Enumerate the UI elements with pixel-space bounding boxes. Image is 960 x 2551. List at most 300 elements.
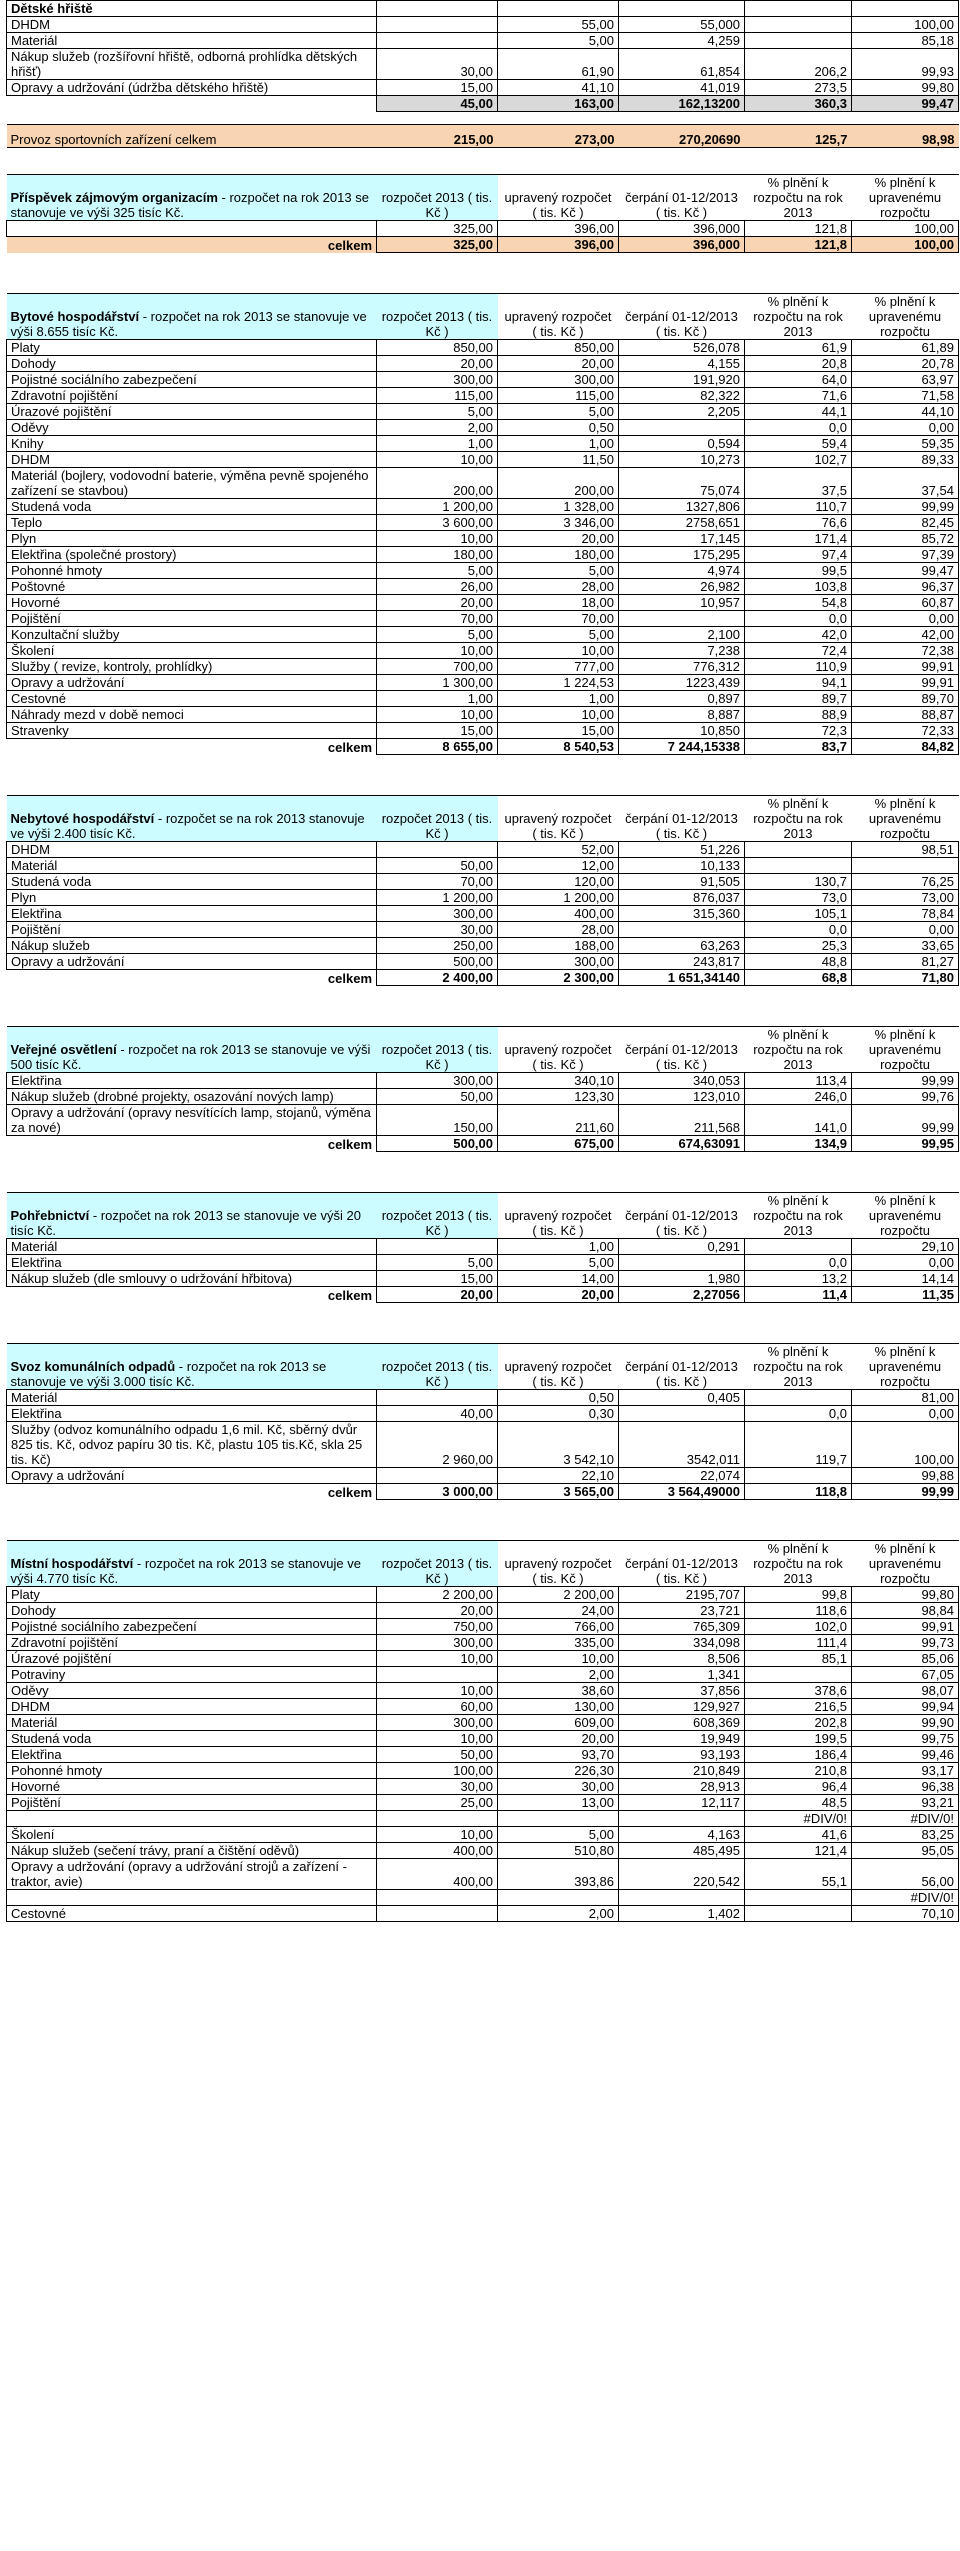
row-value: 59,35	[852, 436, 959, 452]
row-value	[619, 1890, 745, 1906]
row-value: 175,295	[619, 547, 745, 563]
table-row	[7, 874, 959, 890]
row-value: 111,4	[745, 1635, 852, 1651]
column-header: % plnění k upravenému rozpočtu	[852, 1027, 959, 1073]
row-value: 0,30	[498, 1406, 619, 1422]
row-value: 0,00	[852, 922, 959, 938]
row-value: 93,21	[852, 1795, 959, 1811]
row-value	[745, 1890, 852, 1906]
total-value: 675,00	[498, 1136, 619, 1152]
row-value	[498, 1811, 619, 1827]
row-value: 20,00	[377, 595, 498, 611]
row-value	[377, 1906, 498, 1922]
table-row	[7, 691, 959, 707]
row-value: 67,05	[852, 1667, 959, 1683]
row-value: 0,0	[745, 1406, 852, 1422]
row-value: 70,00	[377, 874, 498, 890]
row-label: Dohody	[7, 1603, 377, 1619]
table-row	[7, 842, 959, 858]
total-value: 2 400,00	[377, 970, 498, 986]
row-label: Nákup služeb (dle smlouvy o udržování hřbitova)	[7, 1271, 377, 1287]
row-value: 88,9	[745, 707, 852, 723]
section-title: Místní hospodářství	[10, 1556, 134, 1571]
column-header: čerpání 01-12/2013 ( tis. Kč )	[619, 1193, 745, 1239]
table-row	[7, 1635, 959, 1651]
row-value: 315,360	[619, 906, 745, 922]
row-value: 10,133	[619, 858, 745, 874]
section-title: Svoz komunálních odpadů	[10, 1359, 176, 1374]
row-value: 300,00	[377, 1715, 498, 1731]
table-row: Materiál 5,00 4,259 85,18	[7, 33, 959, 49]
row-label: Zdravotní pojištění	[7, 388, 377, 404]
row-value: 89,33	[852, 452, 959, 468]
row-value: 83,25	[852, 1827, 959, 1843]
column-header: čerpání 01-12/2013 ( tis. Kč )	[619, 1027, 745, 1073]
row-value: 115,00	[498, 388, 619, 404]
table-row	[7, 1073, 959, 1089]
row-value: 15,00	[498, 723, 619, 739]
row-value: 0,0	[745, 611, 852, 627]
table-row	[7, 436, 959, 452]
row-value: 110,7	[745, 499, 852, 515]
row-label: Opravy a udržování	[7, 675, 377, 691]
row-label: Studená voda	[7, 499, 377, 515]
section-header	[7, 1344, 959, 1390]
row-value: 98,07	[852, 1683, 959, 1699]
row-value	[745, 858, 852, 874]
row-value: 85,1	[745, 1651, 852, 1667]
total-value: 99,99	[852, 1484, 959, 1500]
row-value	[619, 922, 745, 938]
section-header: Příspěvek zájmovým organizacím - rozpočet na rok 2013 se stanovuje ve výši 325 tisíc Kč. rozpočet 2013 ( tis. Kč ) upravený rozpočet ( tis. Kč ) čerpání 01-12/2013 ( tis. Kč ) % plnění k rozpočtu na rok 2013 % plnění k upravenému rozpočtu	[7, 175, 959, 221]
row-value: 210,8	[745, 1763, 852, 1779]
row-value: 99,47	[852, 563, 959, 579]
row-value: 0,00	[852, 611, 959, 627]
row-value: 188,00	[498, 938, 619, 954]
total-row	[7, 739, 959, 755]
row-value: 38,60	[498, 1683, 619, 1699]
table-row	[7, 627, 959, 643]
table-row	[7, 1811, 959, 1827]
row-value: 96,4	[745, 1779, 852, 1795]
total-row: celkem 325,00 396,00 396,000 121,8 100,00	[7, 237, 959, 253]
row-value: 1,980	[619, 1271, 745, 1287]
row-label: Opravy a udržování (opravy nesvítících lamp, stojanů, výměna za nové)	[7, 1105, 377, 1136]
table-row	[7, 1827, 959, 1843]
row-value: 28,913	[619, 1779, 745, 1795]
row-value: 85,06	[852, 1651, 959, 1667]
row-value: 2 200,00	[498, 1587, 619, 1603]
prispevek-table	[6, 174, 959, 293]
total-value: 68,8	[745, 970, 852, 986]
row-value	[377, 1468, 498, 1484]
row-value: 10,957	[619, 595, 745, 611]
row-value: 5,00	[498, 1255, 619, 1271]
row-label: Platy	[7, 1587, 377, 1603]
row-value: 103,8	[745, 579, 852, 595]
row-label: Materiál	[7, 1239, 377, 1255]
row-value: 14,14	[852, 1271, 959, 1287]
table-row	[7, 452, 959, 468]
row-label: Plyn	[7, 890, 377, 906]
row-label: Plyn	[7, 531, 377, 547]
row-value: 85,72	[852, 531, 959, 547]
row-label: Materiál	[7, 1390, 377, 1406]
table-row	[7, 707, 959, 723]
table-row	[7, 388, 959, 404]
row-value: 526,078	[619, 340, 745, 356]
row-value: 97,4	[745, 547, 852, 563]
row-value: 1,402	[619, 1906, 745, 1922]
row-label: Pohonné hmoty	[7, 563, 377, 579]
row-value: 340,053	[619, 1073, 745, 1089]
total-value: 71,80	[852, 970, 959, 986]
total-value: 11,4	[745, 1287, 852, 1303]
row-label: Konzultační služby	[7, 627, 377, 643]
row-value: 30,00	[377, 922, 498, 938]
row-value: 1327,806	[619, 499, 745, 515]
table-row	[7, 1731, 959, 1747]
row-value: 1 200,00	[377, 499, 498, 515]
row-value: 99,75	[852, 1731, 959, 1747]
section-title: Pohřebnictví	[10, 1208, 90, 1223]
table-row	[7, 547, 959, 563]
total-value: 3 565,00	[498, 1484, 619, 1500]
row-value: 335,00	[498, 1635, 619, 1651]
row-value: 20,78	[852, 356, 959, 372]
total-value: 8 655,00	[377, 739, 498, 755]
row-value: 91,505	[619, 874, 745, 890]
row-value: 82,322	[619, 388, 745, 404]
row-value: 99,73	[852, 1635, 959, 1651]
row-value: 300,00	[377, 1635, 498, 1651]
column-header: upravený rozpočet ( tis. Kč )	[498, 294, 619, 340]
row-value: 10,00	[377, 643, 498, 659]
row-value: 0,00	[852, 1406, 959, 1422]
row-value: 10,00	[498, 1651, 619, 1667]
row-label: Elektřina	[7, 1406, 377, 1422]
row-label	[7, 1890, 377, 1906]
row-label: Hovorné	[7, 1779, 377, 1795]
row-value: 59,4	[745, 436, 852, 452]
total-value: 1 651,34140	[619, 970, 745, 986]
row-label: Opravy a udržování	[7, 954, 377, 970]
column-header: % plnění k rozpočtu na rok 2013	[745, 1541, 852, 1587]
row-value	[377, 1239, 498, 1255]
row-value	[619, 1811, 745, 1827]
total-value: 99,95	[852, 1136, 959, 1152]
row-value: 99,90	[852, 1715, 959, 1731]
row-value: 99,80	[852, 1587, 959, 1603]
row-value: 99,91	[852, 659, 959, 675]
detske-hriste-table	[6, 0, 959, 174]
row-value: 400,00	[498, 906, 619, 922]
table-row	[7, 595, 959, 611]
row-value: 5,00	[498, 1827, 619, 1843]
row-value: 28,00	[498, 579, 619, 595]
table-row	[7, 579, 959, 595]
row-value: #DIV/0!	[852, 1811, 959, 1827]
row-value	[745, 1667, 852, 1683]
row-value: #DIV/0!	[745, 1811, 852, 1827]
row-value: 141,0	[745, 1105, 852, 1136]
row-value: 60,87	[852, 595, 959, 611]
row-value: 99,99	[852, 1105, 959, 1136]
row-value: 13,00	[498, 1795, 619, 1811]
row-value: 99,46	[852, 1747, 959, 1763]
row-value: 13,2	[745, 1271, 852, 1287]
row-value: 26,00	[377, 579, 498, 595]
row-value: 0,50	[498, 1390, 619, 1406]
row-label: Pohonné hmoty	[7, 1763, 377, 1779]
row-value: 19,949	[619, 1731, 745, 1747]
row-value: 72,38	[852, 643, 959, 659]
total-label: celkem	[327, 970, 372, 986]
row-value: 99,99	[852, 499, 959, 515]
row-label: Pojištění	[7, 922, 377, 938]
row-value: 608,369	[619, 1715, 745, 1731]
row-value: 1,00	[377, 436, 498, 452]
row-value: 123,30	[498, 1089, 619, 1105]
row-value: 110,9	[745, 659, 852, 675]
row-label: Zdravotní pojištění	[7, 1635, 377, 1651]
row-value: 73,00	[852, 890, 959, 906]
row-value: 1,341	[619, 1667, 745, 1683]
column-header: upravený rozpočet ( tis. Kč )	[498, 796, 619, 842]
section-header	[7, 1027, 959, 1073]
row-value: 40,00	[377, 1406, 498, 1422]
row-value: 99,76	[852, 1089, 959, 1105]
row-value: 130,7	[745, 874, 852, 890]
column-header: % plnění k rozpočtu na rok 2013	[745, 1027, 852, 1073]
row-value: 25,3	[745, 938, 852, 954]
row-value: 50,00	[377, 858, 498, 874]
row-value: 0,0	[745, 1255, 852, 1271]
row-value	[745, 842, 852, 858]
column-header: čerpání 01-12/2013 ( tis. Kč )	[619, 796, 745, 842]
row-value: 0,00	[852, 420, 959, 436]
row-value: 216,5	[745, 1699, 852, 1715]
row-value: 0,0	[745, 420, 852, 436]
row-value: 55,1	[745, 1859, 852, 1890]
section-subtitle: - rozpočet na rok 2013 se stanovuje ve výši 500 tisíc Kč.	[10, 1042, 371, 1072]
row-value: 776,312	[619, 659, 745, 675]
row-value: 130,00	[498, 1699, 619, 1715]
row-value: 10,00	[498, 707, 619, 723]
row-value: 3542,011	[619, 1422, 745, 1468]
row-value: 98,84	[852, 1603, 959, 1619]
row-value	[619, 1255, 745, 1271]
table-row	[7, 938, 959, 954]
row-value: 300,00	[377, 372, 498, 388]
row-value: 510,80	[498, 1843, 619, 1859]
row-label: DHDM	[7, 452, 377, 468]
column-header: rozpočet 2013 ( tis. Kč )	[377, 294, 498, 340]
row-value: 2,100	[619, 627, 745, 643]
row-value: 54,8	[745, 595, 852, 611]
row-value: 56,00	[852, 1859, 959, 1890]
row-value: 10,00	[377, 1683, 498, 1699]
table-row	[7, 1683, 959, 1699]
row-label: Pojištění	[7, 611, 377, 627]
row-label: Nákup služeb (drobné projekty, osazování nových lamp)	[7, 1089, 377, 1105]
row-value: 113,4	[745, 1073, 852, 1089]
row-value: 118,6	[745, 1603, 852, 1619]
row-value: 42,00	[852, 627, 959, 643]
column-header: čerpání 01-12/2013 ( tis. Kč )	[619, 294, 745, 340]
row-value: 5,00	[377, 563, 498, 579]
table-row	[7, 922, 959, 938]
row-value: 63,97	[852, 372, 959, 388]
row-value	[619, 611, 745, 627]
total-value: 500,00	[377, 1136, 498, 1152]
row-value: 48,8	[745, 954, 852, 970]
table-row	[7, 1390, 959, 1406]
total-label: celkem	[327, 1287, 372, 1303]
row-label: Služby (odvoz komunálního odpadu 1,6 mil. Kč, sběrný dvůr 825 tis. Kč, odvoz papíru 30 tis. Kč, plastu 105 tis.Kč, skla 25 tis. Kč)	[7, 1422, 377, 1468]
table-row	[7, 643, 959, 659]
row-value: 93,17	[852, 1763, 959, 1779]
total-value: 2 300,00	[498, 970, 619, 986]
row-value	[745, 1390, 852, 1406]
row-value: 2,00	[498, 1906, 619, 1922]
row-value: 72,4	[745, 643, 852, 659]
row-label: Knihy	[7, 436, 377, 452]
total-value: 8 540,53	[498, 739, 619, 755]
table-row	[7, 1859, 959, 1890]
table-row: Opravy a udržování (údržba dětského hřiště) 15,00 41,10 41,019 273,5 99,80	[7, 80, 959, 96]
row-value: 0,594	[619, 436, 745, 452]
row-value: 246,0	[745, 1089, 852, 1105]
table-row	[7, 723, 959, 739]
table-row	[7, 954, 959, 970]
row-value: 119,7	[745, 1422, 852, 1468]
total-row	[7, 970, 959, 986]
row-value	[745, 1239, 852, 1255]
table-row	[7, 468, 959, 499]
row-value: 15,00	[377, 723, 498, 739]
row-value: 93,193	[619, 1747, 745, 1763]
row-value: 10,00	[377, 1731, 498, 1747]
row-value: 99,99	[852, 1073, 959, 1089]
row-value: 94,1	[745, 675, 852, 691]
table-row	[7, 858, 959, 874]
table-row	[7, 1406, 959, 1422]
row-label: Cestovné	[7, 1906, 377, 1922]
row-label: Cestovné	[7, 691, 377, 707]
row-value: 0,897	[619, 691, 745, 707]
table-row	[7, 1239, 959, 1255]
table-row	[7, 1906, 959, 1922]
row-value: 64,0	[745, 372, 852, 388]
row-label	[7, 1811, 377, 1827]
row-value: 226,30	[498, 1763, 619, 1779]
row-value: 73,0	[745, 890, 852, 906]
row-value: 2,00	[377, 420, 498, 436]
row-value: 20,00	[498, 356, 619, 372]
total-label: celkem	[327, 739, 372, 755]
row-value: 52,00	[498, 842, 619, 858]
table-row	[7, 1715, 959, 1731]
row-value: 20,00	[377, 1603, 498, 1619]
row-value: 340,10	[498, 1073, 619, 1089]
svoz-table	[6, 1343, 959, 1540]
row-value	[377, 1811, 498, 1827]
table-row	[7, 1795, 959, 1811]
row-value: 89,7	[745, 691, 852, 707]
row-value: 121,4	[745, 1843, 852, 1859]
row-label: Opravy a udržování	[7, 1468, 377, 1484]
column-header: rozpočet 2013 ( tis. Kč )	[377, 1027, 498, 1073]
total-value: 11,35	[852, 1287, 959, 1303]
table-row	[7, 340, 959, 356]
table-row	[7, 356, 959, 372]
row-value: 2 960,00	[377, 1422, 498, 1468]
row-value: 105,1	[745, 906, 852, 922]
row-value: 4,155	[619, 356, 745, 372]
table-row	[7, 563, 959, 579]
bytove-table	[6, 293, 959, 795]
row-value: 850,00	[498, 340, 619, 356]
table-row	[7, 1651, 959, 1667]
row-value: 20,00	[498, 531, 619, 547]
row-value: 11,50	[498, 452, 619, 468]
column-header: % plnění k rozpočtu na rok 2013	[745, 796, 852, 842]
row-value: 400,00	[377, 1859, 498, 1890]
row-value: 400,00	[377, 1843, 498, 1859]
total-value: 134,9	[745, 1136, 852, 1152]
row-value: 95,05	[852, 1843, 959, 1859]
column-header: % plnění k upravenému rozpočtu	[852, 796, 959, 842]
row-label: Školení	[7, 1827, 377, 1843]
row-value: 0,291	[619, 1239, 745, 1255]
column-header: rozpočet 2013 ( tis. Kč )	[377, 1193, 498, 1239]
row-label: Elektřina	[7, 906, 377, 922]
section-subtitle: - rozpočet se na rok 2013 stanovuje ve výši 2.400 tisíc Kč.	[10, 811, 365, 841]
row-value: 10,00	[377, 1827, 498, 1843]
total-label: celkem	[327, 1484, 372, 1500]
total-value: 7 244,15338	[619, 739, 745, 755]
total-label: celkem	[327, 1136, 372, 1152]
row-value: 99,94	[852, 1699, 959, 1715]
section-title: Dětské hřiště	[7, 1, 377, 17]
row-value: 61,89	[852, 340, 959, 356]
row-label: Materiál	[7, 1715, 377, 1731]
total-value: 118,8	[745, 1484, 852, 1500]
table-row	[7, 890, 959, 906]
row-value: 93,70	[498, 1747, 619, 1763]
row-value	[745, 1468, 852, 1484]
row-value: 0,0	[745, 922, 852, 938]
table-row	[7, 1105, 959, 1136]
row-label: Elektřina (společné prostory)	[7, 547, 377, 563]
row-value: 26,982	[619, 579, 745, 595]
row-value: 150,00	[377, 1105, 498, 1136]
table-row	[7, 1890, 959, 1906]
row-value: 10,850	[619, 723, 745, 739]
row-value: 7,238	[619, 643, 745, 659]
row-value: 17,145	[619, 531, 745, 547]
row-value: 4,163	[619, 1827, 745, 1843]
total-row	[7, 1136, 959, 1152]
row-value: 18,00	[498, 595, 619, 611]
row-value: 2 200,00	[377, 1587, 498, 1603]
row-value: 1 300,00	[377, 675, 498, 691]
table-row	[7, 659, 959, 675]
row-label: Poštovné	[7, 579, 377, 595]
row-value: 485,495	[619, 1843, 745, 1859]
row-label: Nákup služeb (sečení trávy, praní a čištění oděvů)	[7, 1843, 377, 1859]
